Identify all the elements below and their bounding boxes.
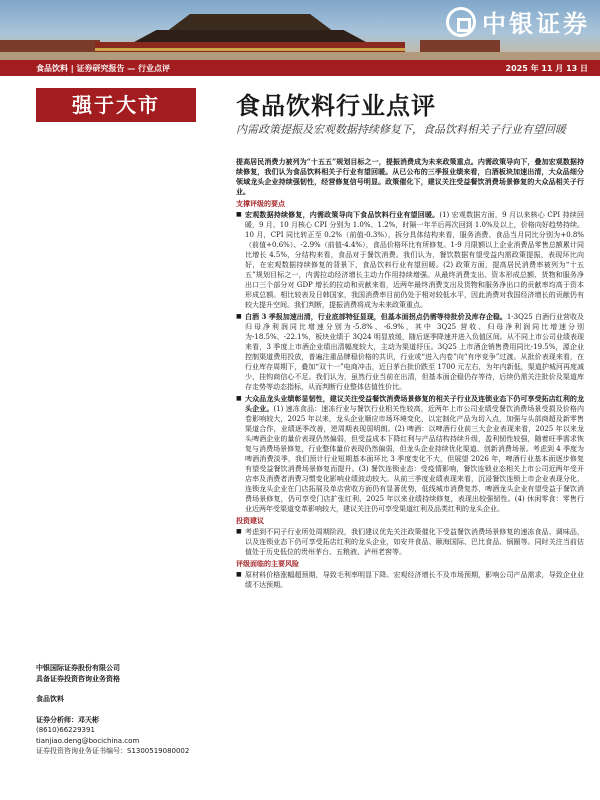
report-category: 食品饮料 | 证券研究报告 — 行业点评 (36, 64, 171, 73)
org-qualification: 具备证券投资咨询业务资格 (36, 674, 120, 683)
list-item: ■ 原材料价格涨幅超预期，导致毛利率明显下降。宏观经济增长不及市场预期，影响公司产品需求，导致企业业绩不达预期。 (236, 570, 584, 590)
section-heading-invest: 投资建议 (236, 516, 264, 525)
point-bold: 白酒 3 季报加速出清，行业底部特征显现，但基本面拐点仍需等待批价及库存企稳。 (245, 312, 507, 321)
banner-roof-upper (150, 14, 350, 32)
analyst-cert: 证券投资咨询业务证书编号：S1300519080002 (36, 747, 190, 755)
header-banner (0, 0, 600, 60)
banner-courtyard (0, 52, 600, 60)
brand-logo (446, 4, 590, 39)
brand-name: 中银证券 (482, 10, 590, 38)
report-date: 2025 年 11 月 13 日 (505, 64, 588, 73)
invest-list (236, 527, 584, 557)
analyst-phone: (8610)66229391 (36, 726, 95, 734)
point-bold: 宏观数据持续修复，内需政策导向下食品饮料行业有望回暖。 (245, 210, 440, 219)
analyst-label: 证券分析师：邓天彬 (36, 715, 99, 724)
report-header-strip (0, 60, 600, 76)
report-body (236, 157, 584, 592)
point-text: (1) 速冻食品：速冻行业与餐饮行业相关性较高，近两年上市公司业绩受餐饮消费场景受损及价格内卷影响较大，2025 年以来，龙头企业顺应市场环境变化，以定制化产品为切入点，加强与头部商超及新零售渠道合作，业绩逐季改善，逆周期表现弱明朗。(2) 啤酒：以啤酒行业前三大企业表现来看，2025 年以来龙头啤酒企业的量价表现仍然偏弱，但受益成本下降红利与产品结构持续升级，盈利韧性较强，随着旺季需求恢复与消费场景修复，行业整体量价表现仍然偏弱，但龙头企业持续优化渠道、创新消费场景。考虑到 4 季度为啤酒消费淡季，我们预计行业短期基本面环比 3 季度变化不大，但展望 2026 年，啤酒行业基本面逐步修复有望受益餐饮消费场景修复而提升。(3) 餐饮连锁业态：受疫情影响，餐饮连锁业态相关上市公司近两年受开店率及消费者消费习惯变化影响业绩波动较大。从前三季度业绩表现来看，沉浸餐饮连锁上市企业表现分化，连锁龙头企业在门店拓展及单店营收方面仍有显著优势，低线城市消费复苏，啤酒龙头企业有望受益于餐饮消费场景修复，仍可享受门店扩张红利，2025 年以来业绩持续修复，表现出较强韧性。(4) 休闲零食：零售行业近两年受渠道变革影响较大，建议关注仍可享受渠道红利及品类红利的龙头企业。 (245, 405, 585, 513)
boc-logo-icon (446, 7, 476, 37)
point-text: 1-3Q25 白酒行业营收及归母净利润同比增速分别为-5.8%、-6.9%，其中 3Q25 营收、归母净利润同比增速分别为-18.5%、-22.1%，板块业绩于 3Q24 明显放缓，随后逐季降速并进入负值区间。从不同上市公司业绩表现来看，3 季度上市酒企业绩出清幅度较大，主动为渠道纾压。3Q25 上市酒企销售费用同比-19.5%，源企业控制渠道费用投放，普遍注重品牌稳价格的共识，行业或“进入内卷”向“有序竞争”过渡。从批价表现来看，在行业库存周期下，叠加“双十一”电商冲击，近日茅台批价跌至 1700 元左右，为年内新低，渠道护城河再度减少，挂钩商信心不足。我们认为，虽然行业当前在出清，但基本面企稳仍存等待，后续仍需关注批价及渠道库存走势等动态指标，从而判断行业整体估值性价比。 (245, 313, 584, 391)
points-list (236, 210, 584, 514)
risk-list (236, 570, 584, 590)
section-heading-risk: 评级面临的主要风险 (236, 559, 299, 568)
left-info-column (36, 663, 216, 757)
page-subtitle: 内需政策提振及宏观数据持续修复下，食品饮料相关子行业有望回暖 (236, 123, 566, 136)
list-item (236, 210, 584, 310)
rating-badge: 强于大市 (36, 88, 196, 122)
page-title: 食品饮料行业点评 (236, 91, 436, 120)
org-name: 中银国际证券股份有限公司 (36, 664, 120, 672)
point-text: (1) 宏观数据方面，9 月以来核心 CPI 持续回暖，9 月、10 月核心 CPI 分别为 1.0%、1.2%，时隔一年半后再次回到 1.0%及以上，价格向好趋势持续。10 月，CPI 同比转正至 0.2%（前值-0.3%），拆分具体结构来看，服务消费、食品当月同比分别为+0.8%（前值+0.6%）、-2.9%（前值-4.4%），食品价格环比有所修复。1-9 月限额以上企业消费品零售总额累计同比增长 4.5%，分结构来看，食品对于餐饮消费。我们认为，餐饮数据有望受益内需政策提振，表现环比向好，在宏观数据持续修复的背景下，食品饮料行业有望回暖。(2) 政策方面，提高居民消费率被列为“十五五”规划目标之一，内需拉动经济增长主动力作用持续增强。从最终消费支出、资本形成总额、货物和服务净出口三个部分对 GDP 增长的拉动和贡献来看，近两年最终消费支出及货物和服务净出口的贡献率均高于资本形成总额。相比较表及日韩国家，我国消费率目前仍处于相对较低水平，因此消费对我国经济增长的贡献仍有较大提升空间。我们判断，提振消费将成为未来政策重点。 (245, 211, 585, 309)
section-heading-points: 支撑评级的要点 (236, 199, 285, 208)
lead-paragraph: 提高居民消费力被列为“十五五”规划目标之一，提振消费成为未来政策重点。内需政策导向下，叠加宏观数据持续修复，我们认为食品饮料相关子行业有望回暖。从已公布的三季报业绩来看，白酒板块加速出清，大众品细分领域龙头企业持续强韧性，经营修复信号明显。政策催化下，建议关注受益餐饮消费场景修复的大众品相关子行业。 (236, 157, 584, 196)
analyst-email[interactable]: tianjiao.deng@bocichina.com (36, 736, 140, 745)
sector-label: 食品饮料 (36, 695, 64, 703)
list-item (236, 394, 584, 514)
point-bold: 大众品龙头业绩彰显韧性，建议关注受益餐饮消费场景修复的相关子行业及连锁业态下仍可享受拓店红利的龙头企业。 (245, 394, 584, 413)
list-item (236, 312, 584, 392)
list-item: ■ 考虑到不同子行业所处周期阶段，我们建议优先关注政策催化下受益餐饮消费场景修复的速冻食品、调味品，以及连锁业态下仍可享受拓店红利的龙头企业，如安井食品、颐海国际、巴比食品、锅圈等。同时关注当前估值处于历史低位的贵州茅台、五粮液、泸州老窖等。 (236, 527, 584, 557)
